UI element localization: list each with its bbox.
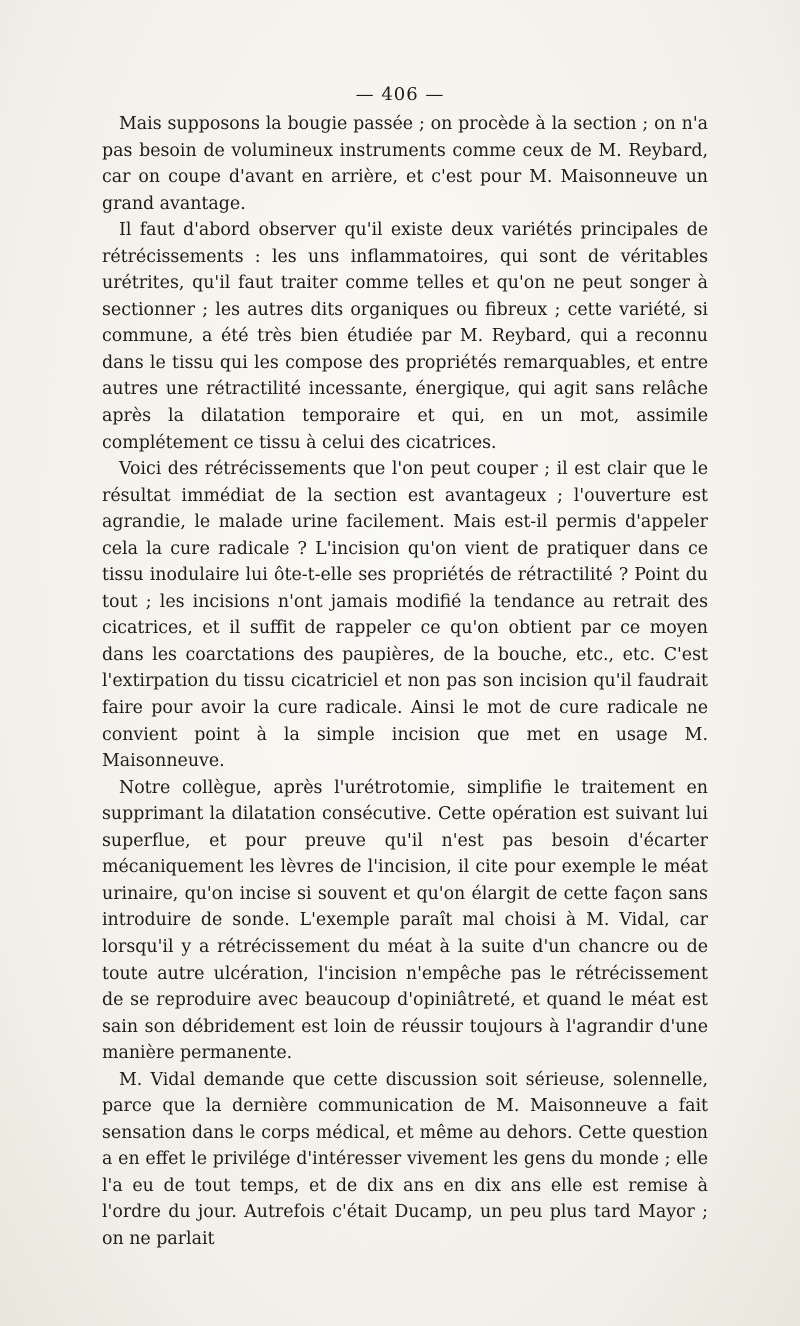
paragraph-1: Mais supposons la bougie passée ; on procède à la section ; on n'a pas besoin de volumineux instruments comme ceux de M. Reybard, car on coupe d'avant en arrière, et c'est pour M. Maisonneuve un grand avantage. xyxy=(102,114,708,214)
page-number: — 406 — xyxy=(355,84,445,105)
paragraph-3: Voici des rétrécissements que l'on peut couper ; il est clair que le résultat immédiat de la section est avantageux ; l'ouverture est agrandie, le malade urine facilement. Mais est-il permis d'appeler cela la cure radicale ? L'incision qu'on vient de pratiquer dans ce tissu inodulaire lui ôte-t-elle ses propriétés de rétractilité ? Point du tout ; les incisions n'ont jamais modifié la tendance au retrait des cicatrices, et il suffit de rappeler ce qu'on obtient par ce moyen dans les coarctations des paupières, de la bouche, etc., etc. C'est l'extirpation du tissu cicatriciel et non pas son incision qu'il faudrait faire pour avoir la cure radicale. Ainsi le mot de cure radicale ne convient point à la simple incision que met en usage M. Maisonneuve. xyxy=(102,459,708,772)
paragraph-2: Il faut d'abord observer qu'il existe deux variétés principales de rétrécissements : les uns inflammatoires, qui sont de véritables urétrites, qu'il faut traiter comme telles et qu'on ne peut songer à sectionner ; les autres dits organiques ou fibreux ; cette variété, si commune, a été très bien étudiée par M. Reybard, qui a reconnu dans le tissu qui les compose des propriétés remarquables, et entre autres une rétractilité incessante, énergique, qui agit sans relâche après la dilatation temporaire et qui, en un mot, assimile complétement ce tissu à celui des cicatrices. xyxy=(102,220,708,453)
paragraph-5: M. Vidal demande que cette discussion soit sérieuse, solennelle, parce que la dernière communication de M. Maisonneuve a fait sensation dans le corps médical, et même au dehors. Cette question a en effet le privilége d'intéresser vivement les gens du monde ; elle l'a eu de tout temps, et de dix ans en dix ans elle est remise à l'ordre du jour. Autrefois c'était Ducamp, un peu plus tard Mayor ; on ne parlait xyxy=(102,1069,708,1249)
body-text xyxy=(102,111,708,1253)
paragraph-4: Notre collègue, après l'urétrotomie, simplifie le traitement en supprimant la dilatation consécutive. Cette opération est suivant lui superflue, et pour preuve qu'il n'est pas besoin d'écarter mécaniquement les lèvres de l'incision, il cite pour exemple le méat urinaire, qu'on incise si souvent et qu'on élargit de cette façon sans introduire de sonde. L'exemple paraît mal choisi à M. Vidal, car lorsqu'il y a rétrécissement du méat à la suite d'un chancre ou de toute autre ulcération, l'incision n'empêche pas le rétrécissement de se reproduire avec beaucoup d'opiniâtreté, et quand le méat est sain son débridement est loin de réussir toujours à l'agrandir d'une manière permanente. xyxy=(102,777,708,1064)
